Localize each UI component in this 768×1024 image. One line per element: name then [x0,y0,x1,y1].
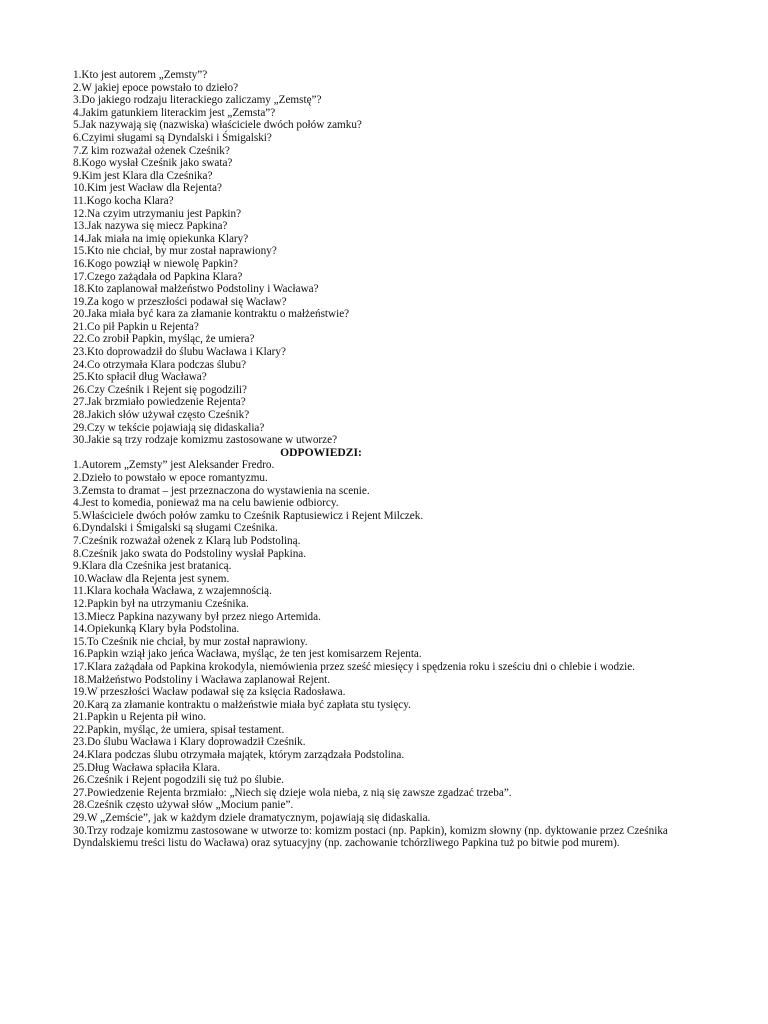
answer-line: 27.Powiedzenie Rejenta brzmiało: „Niech się dzieje wola nieba, z nią się zawsze zgadzać trzeba”. [73,786,512,799]
question-line: 11.Kogo kocha Klara? [73,194,174,207]
question-line: 16.Kogo powziął w niewolę Papkin? [73,257,238,270]
question-line: 30.Jakie są trzy rodzaje komizmu zastosowane w utworze? [73,434,338,447]
answer-line: 22.Papkin, myśląc, że umiera, spisał testament. [73,723,285,736]
answer-line: 7.Cześnik rozważał ożenek z Klarą lub Podstoliną. [73,534,301,547]
question-line: 4.Jakim gatunkiem literackim jest „Zemsta”? [73,106,276,119]
answer-line: 8.Cześnik jako swata do Podstoliny wysłał Papkina. [73,547,307,560]
answer-line: 5.Właściciele dwóch połów zamku to Cześnik Raptusiewicz i Rejent Milczek. [73,509,424,522]
answer-line: 3.Zemsta to dramat – jest przeznaczona do wystawienia na scenie. [73,484,370,497]
answer-line: 13.Miecz Papkina nazywany był przez niego Artemida. [73,610,321,623]
question-line: 17.Czego zażądała od Papkina Klara? [73,270,243,283]
question-line: 21.Co pił Papkin u Rejenta? [73,320,199,333]
answer-line: 30.Trzy rodzaje komizmu zastosowane w utworze to: komizm postaci (np. Papkin), komizm słowny (np. dyktowanie przez Cześnika Dyndalskiemu treści listu do Wacława) oraz sytuacyjny (np. zachowanie tchórzliwego Papkina tuż po bitwie pod murem). [73,824,668,850]
question-line: 23.Kto doprowadził do ślubu Wacława i Klary? [73,346,286,359]
question-line: 3.Do jakiego rodzaju literackiego zaliczamy „Zemstę”? [73,94,322,107]
question-line: 15.Kto nie chciał, by mur został naprawiony? [73,245,277,258]
question-line: 13.Jak nazywa się miecz Papkina? [73,220,228,233]
question-line: 19.Za kogo w przeszłości podawał się Wacław? [73,295,287,308]
answer-line: 1.Autorem „Zemsty” jest Aleksander Fredro. [73,459,275,472]
answer-line: 28.Cześnik często używał słów „Mocium panie”. [73,799,294,812]
answer-line: 23.Do ślubu Wacława i Klary doprowadził Cześnik. [73,736,306,749]
answer-line: 19.W przeszłości Wacław podawał się za księcia Radosława. [73,686,346,699]
question-line: 7.Z kim rozważał ożenek Cześnik? [73,144,230,157]
answer-line: 9.Klara dla Cześnika jest bratanicą. [73,560,232,573]
question-line: 24.Co otrzymała Klara podczas ślubu? [73,358,247,371]
question-line: 12.Na czyim utrzymaniu jest Papkin? [73,207,242,220]
question-line: 25.Kto spłacił dług Wacława? [73,371,207,384]
answer-line: 25.Dług Wacława spłaciła Klara. [73,761,221,774]
answer-line: 14.Opiekunką Klary była Podstolina. [73,623,240,636]
question-line: 8.Kogo wysłał Cześnik jako swata? [73,157,233,170]
question-line: 6.Czyimi sługami są Dyndalski i Śmigalski? [73,131,272,144]
question-line: 22.Co zrobił Papkin, myśląc, że umiera? [73,333,255,346]
answer-line: 10.Wacław dla Rejenta jest synem. [73,572,230,585]
answer-line: 2.Dzieło to powstało w epoce romantyzmu. [73,472,268,484]
answer-line: 18.Małżeństwo Podstoliny i Wacława zaplanował Rejent. [73,673,331,686]
answer-line: 29.W „Zemście”, jak w każdym dziele dramatycznym, pojawiają się didaskalia. [73,812,431,825]
question-line: 29.Czy w tekście pojawiają się didaskalia? [73,421,265,434]
answer-line: 12.Papkin był na utrzymaniu Cześnika. [73,597,249,610]
answer-line: 16.Papkin wziął jako jeńca Wacława, myśląc, że ten jest komisarzem Rejenta. [73,648,422,661]
question-line: 20.Jaka miała być kara za złamanie kontraktu o małżeństwie? [73,308,350,321]
question-line: 18.Kto zaplanował małżeństwo Podstoliny i Wacława? [73,283,319,296]
answer-line: 26.Cześnik i Rejent pogodzili się tuż po ślubie. [73,774,284,787]
answer-line: 21.Papkin u Rejenta pił wino. [73,711,206,724]
question-line: 28.Jakich słów używał często Cześnik? [73,409,250,422]
question-line: 14.Jak miała na imię opiekunka Klary? [73,232,249,245]
answer-line: 24.Klara podczas ślubu otrzymała majątek, którym zarządzała Podstolina. [73,749,405,762]
question-line: 1.Kto jest autorem „Zemsty”? [73,69,208,81]
question-line: 9.Kim jest Klara dla Cześnika? [73,169,213,182]
answer-line: 11.Klara kochała Wacława, z wzajemnością. [73,585,272,598]
answer-line: 17.Klara zażądała od Papkina krokodyla, niemówienia przez sześć miesięcy i spędzenia roku i sześciu dni o chlebie i wodzie. [73,660,635,673]
questions-list [73,69,733,447]
answer-line: 6.Dyndalski i Śmigalski są sługami Cześnika. [73,522,278,535]
answer-line: 20.Karą za złamanie kontraktu o małżeństwie miała być zapłata stu tysięcy. [73,698,411,711]
question-line: 26.Czy Cześnik i Rejent się pogodzili? [73,383,247,396]
answer-line: 4.Jest to komedia, ponieważ ma na celu bawienie odbiorcy. [73,497,339,510]
question-line: 5.Jak nazywają się (nazwiska) właściciele dwóch połów zamku? [73,119,362,132]
question-line: 27.Jak brzmiało powiedzenie Rejenta? [73,396,246,409]
document-page [73,69,733,850]
question-line: 10.Kim jest Wacław dla Rejenta? [73,182,222,195]
answers-list [73,459,733,849]
answers-heading: ODPOWIEDZI: [280,445,362,459]
question-line: 2.W jakiej epoce powstało to dzieło? [73,81,239,94]
answer-line: 15.To Cześnik nie chciał, by mur został naprawiony. [73,635,308,648]
